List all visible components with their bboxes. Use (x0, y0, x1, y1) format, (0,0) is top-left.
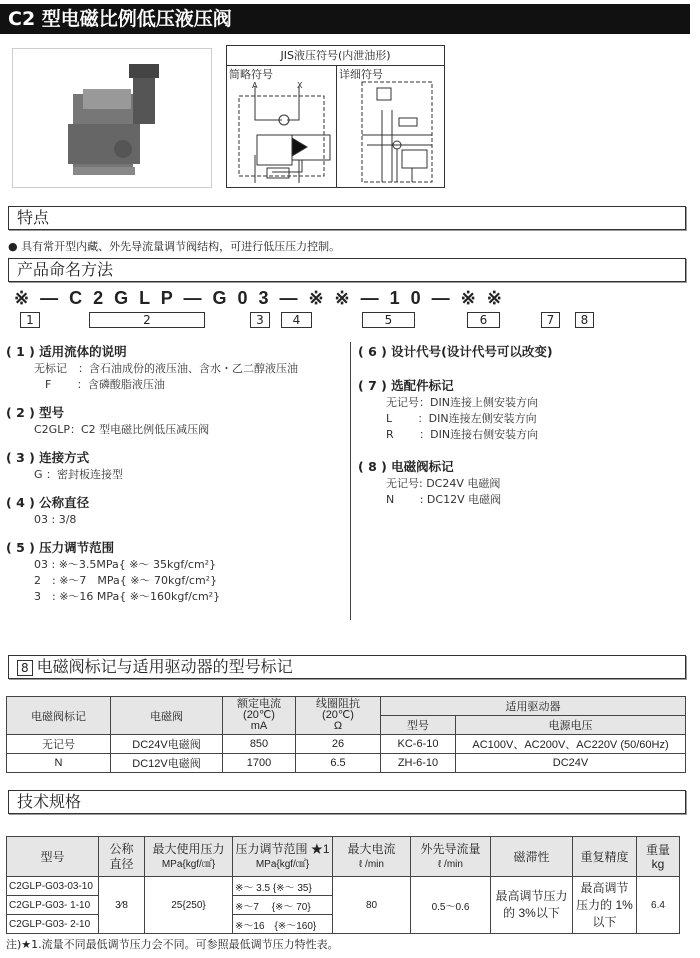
cell-range: ※～16 {※～160} (233, 915, 333, 934)
th-mark: 电磁阀标记 (7, 697, 111, 735)
jis-header: JIS液压符号(内泄油形) (227, 46, 444, 66)
code-box-4: 4 (281, 312, 312, 328)
th-range-unit: MPa{kgf/㎠} (255, 858, 310, 870)
port-x-label: X (297, 81, 303, 90)
code-box-7: 7 (541, 312, 560, 328)
th-max-flow-unit: ℓ /min (359, 858, 384, 870)
item-title: ( 7 ) 选配件标记 (358, 378, 454, 393)
item-line: F ：含磷酸脂液压油 (34, 378, 165, 391)
th-weight (637, 837, 680, 877)
naming-right-column (358, 344, 688, 520)
cell-repeat: 最高调节压力的 1%以下 (573, 877, 637, 934)
th-current-unit: mA (250, 720, 268, 732)
code-box-2: 2 (89, 312, 205, 328)
cell: DC24V (456, 754, 686, 773)
th-voltage: 电源电压 (456, 716, 686, 735)
th-range-label: 压力调节范围 ★1 (235, 841, 330, 856)
simple-symbol-label: 简略符号 (229, 68, 273, 81)
table-row (7, 735, 686, 754)
item-line: 无记号: DC24V 电磁阀 (386, 477, 501, 490)
cell: 6.5 (296, 754, 381, 773)
detail-symbol-diagram (337, 80, 445, 185)
heading-text: 电磁阀标记与适用驱动器的型号标记 (36, 657, 293, 676)
item-title: ( 5 ) 压力调节范围 (6, 540, 115, 555)
th-max-pressure-label: 最大使用压力 (152, 841, 225, 856)
table-row (7, 877, 680, 896)
cell-max-pressure: 25{250} (145, 877, 233, 934)
th-size-label: 公称直径 (109, 841, 134, 871)
th-range (233, 837, 333, 877)
item-line: G ：密封板连接型 (34, 468, 124, 481)
cell-weight: 6.4 (637, 877, 680, 934)
cell-pilot-flow: 0.5～0.6 (411, 877, 491, 934)
item-line: C2GLP：C2 型电磁比例低压减压阀 (34, 423, 210, 436)
th-pilot-flow (411, 837, 491, 877)
item-title: ( 8 ) 电磁阀标记 (358, 459, 454, 474)
th-weight-unit: kg (651, 856, 665, 871)
cell: 26 (296, 735, 381, 754)
cell: 850 (223, 735, 296, 754)
section-driver (8, 655, 686, 679)
cell: 1700 (223, 754, 296, 773)
code-box-1: 1 (20, 312, 40, 328)
simple-symbol (227, 66, 337, 187)
th-repeat: 重复精度 (573, 837, 637, 877)
th-res-label: 线圈阻抗 (316, 698, 360, 710)
table-row (7, 754, 686, 773)
detail-symbol (337, 66, 444, 187)
cell: N (7, 754, 111, 773)
cell-model: C2GLP-G03-03-10 (7, 877, 99, 896)
item-title: ( 4 ) 公称直径 (6, 495, 90, 510)
th-driver-model: 型号 (381, 716, 456, 735)
cell-size: 3⁄8 (99, 877, 145, 934)
detail-symbol-label: 详细符号 (339, 68, 383, 81)
naming-left-column (6, 344, 346, 617)
code-box-8: 8 (575, 312, 594, 328)
th-weight-label: 重量 (645, 842, 670, 857)
footnote: 注)★1.流量不同最低调节压力会不同。可参照最低调节压力特性表。 (6, 938, 339, 951)
model-code: ※ — C 2 G L P — G 0 3 — ※ ※ — 1 0 — ※ ※ (14, 288, 505, 308)
item-line: 无记号：DIN连接上侧安装方向 (386, 396, 538, 409)
cell-model: C2GLP-G03- 1-10 (7, 896, 99, 915)
valve-image (13, 49, 211, 187)
jis-symbol-box (226, 45, 445, 188)
driver-table (6, 696, 686, 773)
code-box-3: 3 (250, 312, 270, 328)
item-line: 3 : ※～16 MPa{ ※～160kgf/cm²} (34, 590, 221, 603)
section-spec: 技术规格 (8, 790, 686, 814)
item-title: ( 6 ) 设计代号(设计代号可以改变) (358, 344, 553, 359)
cell-max-flow: 80 (333, 877, 411, 934)
th-valve: 电磁阀 (111, 697, 223, 735)
item-title: ( 3 ) 连接方式 (6, 450, 90, 465)
feature-text: 具有常开型内藏、外先导流量调节阀结构，可进行低压压力控制。 (21, 240, 341, 253)
spec-table (6, 836, 680, 934)
item-title: ( 1 ) 适用流体的说明 (6, 344, 127, 359)
cell-hysteresis: 最高调节压力的 3%以下 (491, 877, 573, 934)
cell: KC-6-10 (381, 735, 456, 754)
section-naming: 产品命名方法 (8, 258, 686, 282)
item-title: ( 2 ) 型号 (6, 405, 65, 420)
cell: DC12V电磁阀 (111, 754, 223, 773)
cell-model: C2GLP-G03- 2-10 (7, 915, 99, 934)
th-max-flow (333, 837, 411, 877)
th-max-pressure (145, 837, 233, 877)
item-line: L ：DIN连接左侧安装方向 (386, 412, 537, 425)
th-pilot-flow-label: 外先导流量 (420, 841, 481, 856)
section-features: 特点 (8, 206, 686, 230)
cell: ZH-6-10 (381, 754, 456, 773)
cell-range: ※～ 3.5 {※～ 35} (233, 877, 333, 896)
cell: AC100V、AC200V、AC220V (50/60Hz) (456, 735, 686, 754)
item-line: 无标记 ：含石油成份的液压油、含水・乙二醇液压油 (34, 362, 298, 375)
feature-bullet: ● 具有常开型内藏、外先导流量调节阀结构，可进行低压压力控制。 (8, 240, 341, 253)
item-line: R ：DIN连接右侧安装方向 (386, 428, 539, 441)
port-a-label: A (252, 81, 258, 90)
th-model: 型号 (7, 837, 99, 877)
cell: 无记号 (7, 735, 111, 754)
cell-range: ※～7 {※～ 70} (233, 896, 333, 915)
th-max-pressure-unit: MPa{kgf/㎠} (161, 858, 216, 870)
th-pilot-flow-unit: ℓ /min (438, 858, 463, 870)
page-title: C2 型电磁比例低压液压阀 (0, 4, 690, 34)
simple-symbol-diagram (227, 80, 335, 185)
column-divider (350, 342, 351, 620)
th-size (99, 837, 145, 877)
th-res-unit: Ω (333, 720, 343, 732)
code-box-6: 6 (467, 312, 500, 328)
th-res-cond: (20℃) (322, 709, 354, 721)
item-line: 2 : ※～7 MPa{ ※～ 70kgf/cm²} (34, 574, 218, 587)
th-current-cond: (20℃) (243, 709, 275, 721)
th-current-label: 额定电流 (237, 698, 281, 710)
th-hysteresis: 磁滞性 (491, 837, 573, 877)
item-line: 03 : ※～3.5MPa{ ※～ 35kgf/cm²} (34, 558, 217, 571)
cell: DC24V电磁阀 (111, 735, 223, 754)
th-current (223, 697, 296, 735)
th-max-flow-label: 最大电流 (347, 841, 396, 856)
th-driver: 适用驱动器 (381, 697, 686, 716)
product-photo (12, 48, 212, 188)
item-line: N : DC12V 电磁阀 (386, 493, 502, 506)
item-line: 03 : 3/8 (34, 513, 77, 526)
code-box-5: 5 (362, 312, 415, 328)
th-resistance (296, 697, 381, 735)
heading-number: 8 (17, 660, 33, 676)
